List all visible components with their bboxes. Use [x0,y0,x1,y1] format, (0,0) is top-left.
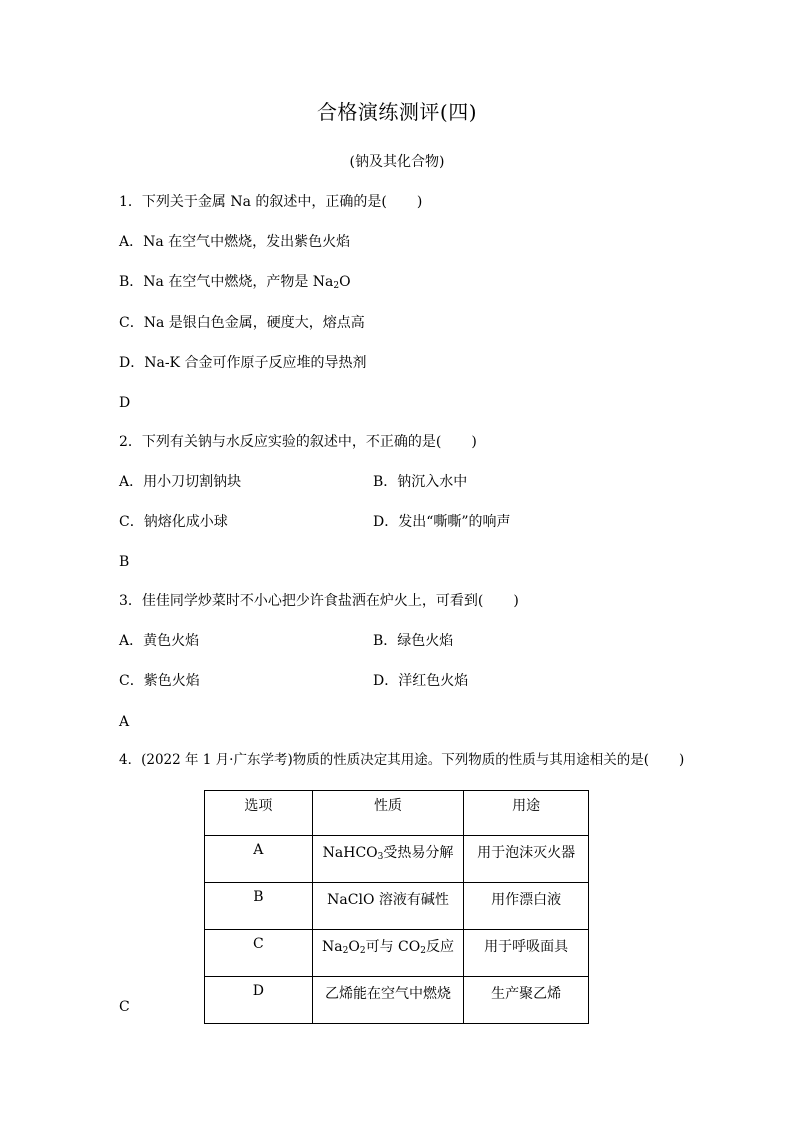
question-2-paren: ) [471,434,477,450]
table-row [205,977,589,1024]
header-property: 性质 [312,791,464,836]
subscript: 2 [420,946,426,956]
question-4-text: 4．(2022 年 1 月·广东学考)物质的性质决定其用途。下列物质的性质与其用途相关的是( [119,752,649,768]
cell-property [312,930,464,977]
cell-use: 生产聚乙烯 [464,977,589,1024]
cell-option: C [205,930,313,977]
question-1-stem [119,193,422,211]
table-row [205,930,589,977]
table-header-row [205,791,589,836]
page-title: 合格演练测评(四) [316,100,478,124]
question-3-stem [119,592,519,610]
subscript: 2 [342,946,349,956]
property-text: 可与 CO [365,939,421,955]
question-3-text: 3．佳佳同学炒菜时不小心把少许食盐洒在炉火上，可看到( [119,593,484,609]
question-2-option-c: C．钠熔化成小球 [119,514,228,530]
cell-property: 乙烯能在空气中燃烧 [312,977,464,1024]
question-2-option-a: A．用小刀切割钠块 [119,474,242,490]
cell-option: A [205,836,313,883]
question-1-option-b [119,273,351,291]
question-1-answer: D [119,395,131,411]
property-text: O [348,939,360,955]
question-2-text: 2．下列有关钠与水反应实验的叙述中，不正确的是( [119,434,442,450]
question-4-answer: C [119,999,130,1015]
option-b-text-end: O [339,274,351,290]
property-text-end: 反应 [425,939,454,955]
subscript: 2 [359,946,366,956]
cell-option: B [205,883,313,930]
page-subtitle: (钠及其化合物) [349,154,445,170]
header-use: 用途 [464,791,589,836]
question-2-option-b: B．钠沉入水中 [373,474,468,490]
question-2-stem [119,433,477,451]
question-1-option-c: C．Na 是银白色金属，硬度大，熔点高 [119,315,365,331]
option-b-text: B．Na 在空气中燃烧，产物是 Na [119,274,334,290]
table-row [205,836,589,883]
question-3-answer: A [119,714,130,730]
cell-use: 用于泡沫灭火器 [464,836,589,883]
question-3-option-b: B．绿色火焰 [373,633,454,649]
header-option: 选项 [205,791,313,836]
question-2-option-d: D．发出“嘶嘶”的响声 [373,514,511,530]
question-3-option-a: A．黄色火焰 [119,633,200,649]
property-text-end: 受热易分解 [383,845,454,861]
question-1-paren: ) [416,194,423,210]
question-1-option-d: D．Na-K 合金可作原子反应堆的导热剂 [119,355,367,371]
property-text: Na [322,939,343,955]
property-text: NaHCO [322,845,378,861]
subscript: 3 [377,852,384,862]
question-4-stem [119,751,684,769]
cell-property: NaClO 溶液有碱性 [312,883,464,930]
cell-option: D [205,977,313,1024]
question-1-option-a: A．Na 在空气中燃烧，发出紫色火焰 [119,234,351,250]
table-row [205,883,589,930]
question-1-text: 1．下列关于金属 Na 的叙述中，正确的是( [119,194,387,210]
question-3-paren: ) [513,593,519,609]
question-3-option-c: C．紫色火焰 [119,673,200,689]
question-2-answer: B [119,554,130,570]
options-table [204,790,589,1024]
cell-property [312,836,464,883]
cell-use: 用作漂白液 [464,883,589,930]
question-3-option-d: D．洋红色火焰 [373,673,469,689]
cell-use: 用于呼吸面具 [464,930,589,977]
subscript: 2 [333,281,340,291]
question-4-paren: ) [679,752,685,768]
